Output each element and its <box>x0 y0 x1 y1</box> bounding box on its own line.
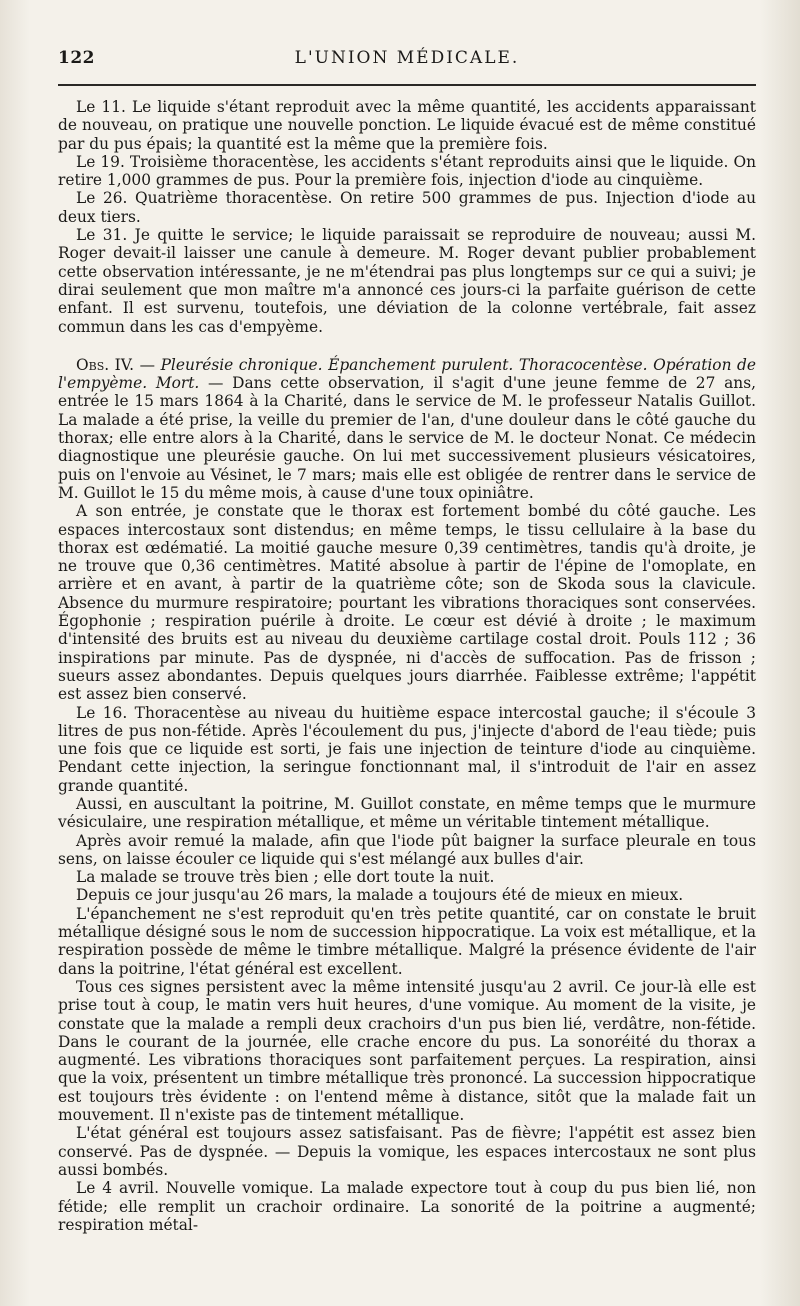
paragraph: Le 31. Je quitte le service; le liquide paraissait se reproduire de nouveau; aussi M. Roger devait-il laisser une canule à demeure. M. Roger devant publier probablement cette observation intéressante, je ne m'étendrai pas plus longtemps sur ce qui a suivi; je dirai seulement que mon maître m'a annoncé ces jours-ci la parfaite guérison de cette enfant. Il est survenu, toutefois, une déviation de la colonne vertébrale, fait assez commun dans les cas d'empyème. <box>58 226 756 336</box>
running-head <box>58 48 756 76</box>
paragraph: L'état général est toujours assez satisfaisant. Pas de fièvre; l'appétit est assez bien conservé. Pas de dyspnée. — Depuis la vomique, les espaces intercostaux ne sont plus aussi bombés. <box>58 1124 756 1179</box>
paragraph: Tous ces signes persistent avec la même intensité jusqu'au 2 avril. Ce jour-là elle est prise tout à coup, le matin vers huit heures, d'une vomique. Au moment de la visite, je constate que la malade a rempli deux crachoirs d'un pus bien lié, verdâtre, non-fétide. Dans le courant de la journée, elle crache encore du pus. La sonoréité du thorax a augmenté. Les vibrations thoraciques sont parfaitement perçues. La respiration, ainsi que la voix, présentent un timbre métallique très prononcé. La succession hippocratique est toujours très évidente : on l'entend même à distance, sitôt que la malade fait un mouvement. Il n'existe pas de tintement métallique. <box>58 977 756 1125</box>
paragraph: A son entrée, je constate que le thorax est fortement bombé du côté gauche. Les espaces intercostaux sont distendus; en même temps, le tissu cellulaire à la base du thorax est œdématié. La moitié gauche mesure 0,39 centimètres, tandis qu'à droite, je ne trouve que 0,36 centimètres. Matité absolue à partir de l'épine de l'omoplate, en arrière et en avant, à partir de la quatrième côte; son de Skoda sous la clavicule. Absence du murmure respiratoire; pourtant les vibrations thoraciques sont conservées. Égophonie ; respiration puérile à droite. Le cœur est dévié à droite ; le maximum d'intensité des bruits est au niveau du deuxième cartilage costal droit. Pouls 112 ; 36 inspirations par minute. Pas de dyspnée, ni d'accès de suffocation. Pas de frisson ; sueurs assez abondantes. Depuis quelques jours diarrhée. Faiblesse extrême; l'appétit est assez bien conservé. <box>58 502 756 704</box>
article-body <box>58 98 756 1234</box>
paragraph: Depuis ce jour jusqu'au 26 mars, la malade a toujours été de mieux en mieux. <box>76 886 684 905</box>
page-number: 122 <box>58 48 95 68</box>
observation-heading <box>58 356 756 502</box>
header-rule <box>58 84 756 86</box>
paragraph: Aussi, en auscultant la poitrine, M. Guillot constate, en même temps que le murmure vésiculaire, une respiration métallique, et même un véritable tintement métallique. <box>58 794 756 832</box>
paragraph: Le 16. Thoracentèse au niveau du huitième espace intercostal gauche; il s'écoule 3 litres de pus non-fétide. Après l'écoulement du pus, j'injecte d'abord de l'eau tiède; puis une fois que ce liquide est sorti, je fais une injection de teinture d'iode au cinquième. Pendant cette injection, la seringue fonctionnant mal, il s'introduit de l'air en assez grande quantité. <box>58 703 756 795</box>
observation-dash: — <box>134 355 161 374</box>
paragraph: Le 11. Le liquide s'étant reproduit avec la même quantité, les accidents apparaissant de nouveau, on pratique une nouvelle ponction. Le liquide évacué est de même constitué par du pus épais; la quantité est la même que la première fois. <box>58 98 756 153</box>
journal-title: L'UNION MÉDICALE. <box>294 48 520 68</box>
observation-label: Obs. IV. <box>76 355 135 374</box>
paragraph: Le 4 avril. Nouvelle vomique. La malade expectore tout à coup du pus bien lié, non fétide; elle remplit un crachoir ordinaire. La sonorité de la poitrine a augmenté; respiration métal- <box>58 1179 756 1234</box>
paragraph: Après avoir remué la malade, afin que l'iode pût baigner la surface pleurale en tous sens, on laisse écouler ce liquide qui s'est mélangé aux bulles d'air. <box>58 831 756 868</box>
observation-title: Pleurésie chronique. Épanchement purulent. Thoracocentèse. Opération de l'empyème. Mort. <box>58 355 756 393</box>
paragraph: Le 19. Troisième thoracentèse, les accidents s'étant reproduits ainsi que le liquide. On retire 1,000 grammes de pus. Pour la première fois, injection d'iode au cinquième. <box>58 152 756 190</box>
observation-intro: — Dans cette observation, il s'agit d'une jeune femme de 27 ans, entrée le 15 mars 1864 à la Charité, dans le service de M. le professeur Natalis Guillot. La malade a été prise, la veille du premier de l'an, d'une douleur dans le côté gauche du thorax; elle entre alors à la Charité, dans le service de M. le docteur Nonat. Ce médecin diagnostique une pleurésie gauche. On lui met successivement plusieurs vésicatoires, puis on l'envoie au Vésinet, le 7 mars; mais elle est obligée de rentrer dans le service de M. Guillot le 15 du même mois, à cause d'une toux opiniâtre. <box>58 374 756 502</box>
paragraph: L'épanchement ne s'est reproduit qu'en très petite quantité, car on constate le bruit métallique désigné sous le nom de succession hippocratique. La voix est métallique, et la respiration possède de même le timbre métallique. Malgré la présence évidente de l'air dans la poitrine, l'état général est excellent. <box>58 904 756 978</box>
paragraph: La malade se trouve très bien ; elle dort toute la nuit. <box>76 868 495 887</box>
paragraph: Le 26. Quatrième thoracentèse. On retire 500 grammes de pus. Injection d'iode au deux tiers. <box>58 189 756 226</box>
